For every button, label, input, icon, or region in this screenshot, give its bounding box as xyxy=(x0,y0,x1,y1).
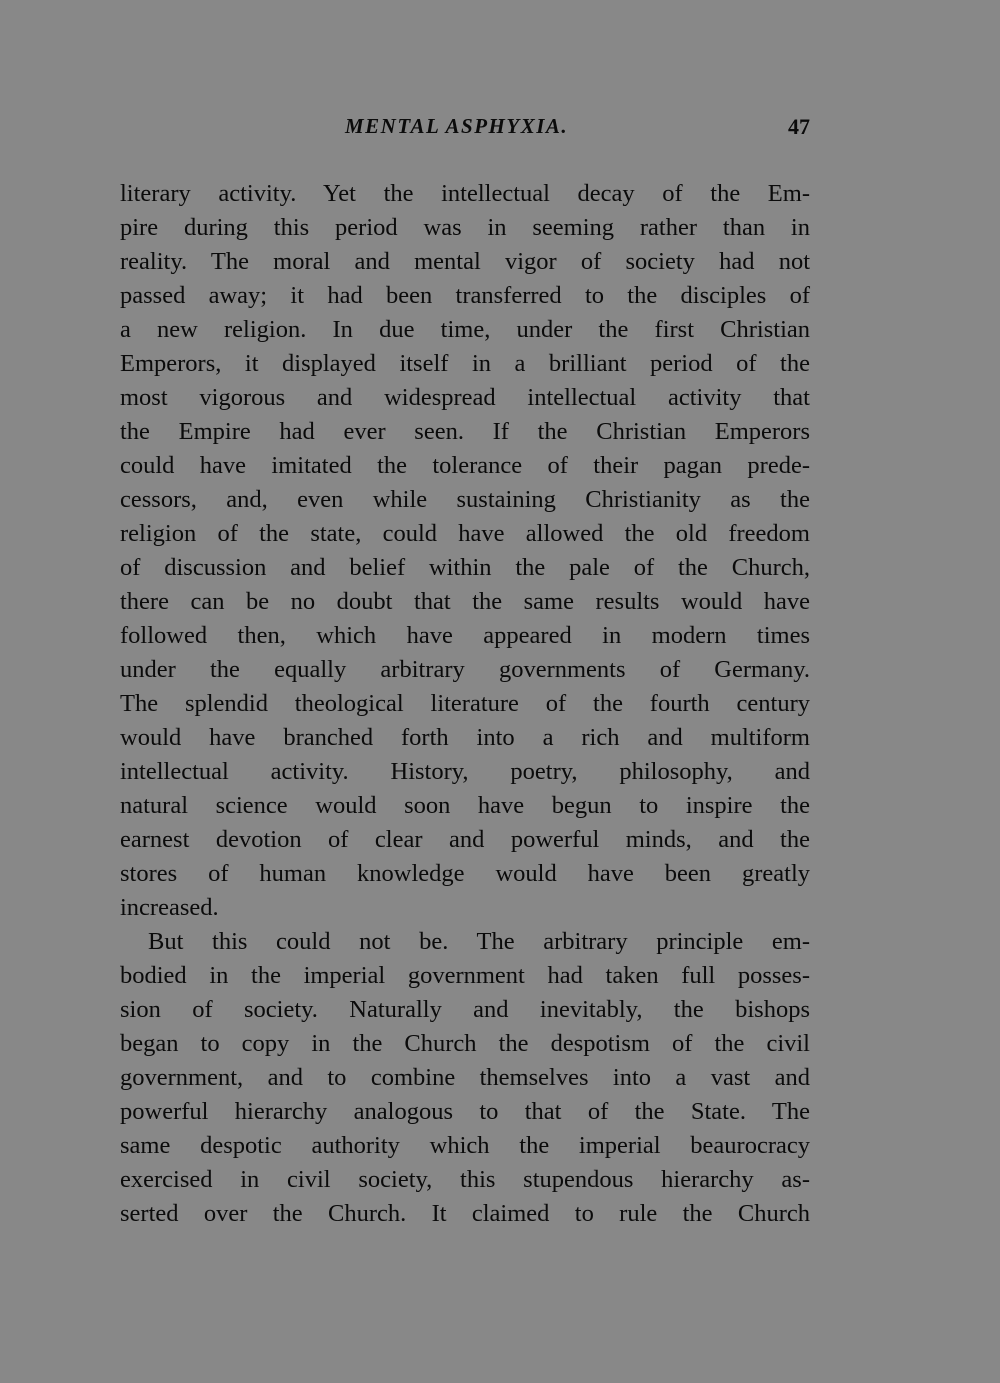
running-title: MENTAL ASPHYXIA. xyxy=(345,114,569,138)
running-header xyxy=(120,114,810,148)
text-line: most vigorous and widespread intellectual activity that xyxy=(120,384,810,411)
page-number: 47 xyxy=(788,114,810,139)
text-line: followed then, which have appeared in modern times xyxy=(120,622,810,649)
text-line: increased. xyxy=(120,894,219,921)
text-line: began to copy in the Church the despotism of the civil xyxy=(120,1030,810,1057)
text-line: The splendid theological literature of the fourth century xyxy=(120,690,810,717)
text-line: a new religion. In due time, under the first Christian xyxy=(120,316,810,343)
paragraph-1 xyxy=(120,177,810,925)
text-line: could have imitated the tolerance of their pagan prede- xyxy=(120,452,810,479)
paragraph-2 xyxy=(120,925,810,1231)
text-line: pire during this period was in seeming rather than in xyxy=(120,214,810,241)
text-line: cessors, and, even while sustaining Christianity as the xyxy=(120,486,810,513)
text-line: exercised in civil society, this stupendous hierarchy as- xyxy=(120,1166,810,1193)
text-line: there can be no doubt that the same results would have xyxy=(120,588,810,615)
text-line: of discussion and belief within the pale of the Church, xyxy=(120,554,810,581)
text-line: But this could not be. The arbitrary principle em- xyxy=(148,928,810,955)
text-line: natural science would soon have begun to inspire the xyxy=(120,792,810,819)
text-line: religion of the state, could have allowed the old freedom xyxy=(120,520,810,547)
text-line: powerful hierarchy analogous to that of the State. The xyxy=(120,1098,810,1125)
text-line: bodied in the imperial government had taken full posses- xyxy=(120,962,810,989)
text-line: same despotic authority which the imperial beaurocracy xyxy=(120,1132,810,1159)
text-line: stores of human knowledge would have been greatly xyxy=(120,860,810,887)
text-line: earnest devotion of clear and powerful minds, and the xyxy=(120,826,810,853)
text-line: Emperors, it displayed itself in a brilliant period of the xyxy=(120,350,810,377)
text-line: government, and to combine themselves into a vast and xyxy=(120,1064,810,1091)
text-line: intellectual activity. History, poetry, philosophy, and xyxy=(120,758,810,785)
text-line: reality. The moral and mental vigor of society had not xyxy=(120,248,810,275)
text-line: serted over the Church. It claimed to rule the Church xyxy=(120,1200,810,1227)
text-line: passed away; it had been transferred to the disciples of xyxy=(120,282,810,309)
text-line: would have branched forth into a rich and multiform xyxy=(120,724,810,751)
text-line: the Empire had ever seen. If the Christian Emperors xyxy=(120,418,810,445)
text-line: under the equally arbitrary governments of Germany. xyxy=(120,656,810,683)
body-text xyxy=(120,177,810,1231)
text-line: literary activity. Yet the intellectual decay of the Em- xyxy=(120,180,810,207)
text-line: sion of society. Naturally and inevitably, the bishops xyxy=(120,996,810,1023)
